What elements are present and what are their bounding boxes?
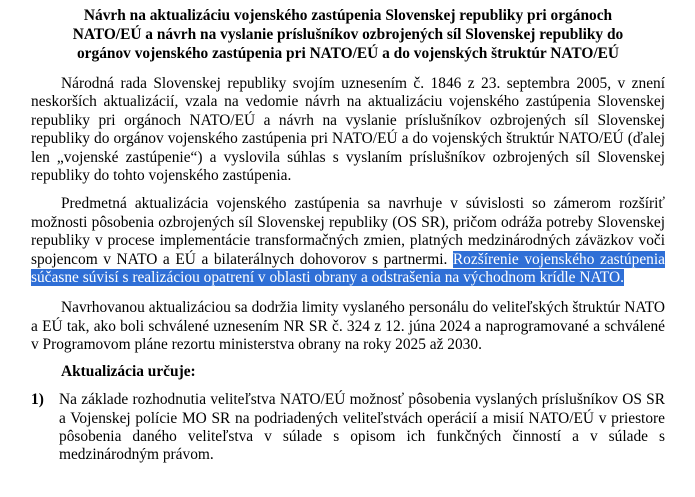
paragraph-update-purpose[interactable] [31, 195, 665, 287]
paragraph-resolution: Národná rada Slovenskej republiky svojím uznesením č. 1846 z 23. septembra 2005, v znení neskorších aktualizácií, vzala na vedomie návrh na aktualizáciu vojenského zastúpenia Slovenskej republiky pri orgánoch NATO/EÚ a návrh na vyslanie príslušníkov ozbrojených síl Slovenskej republiky do orgánov vojenského zastúpenia pri NATO/EÚ a do vojenských štruktúr NATO/EÚ (ďalej len „vojenské zastúpenie“) a vyslovila súhlas s vyslaním príslušníkov ozbrojených síl Slovenskej republiky do tohto vojenského zastúpenia. [31, 75, 665, 185]
document-title [31, 6, 665, 63]
paragraph-personnel-limits: Navrhovanou aktualizáciou sa dodržia limity vyslaného personálu do veliteľských štruktúr NATO a EÚ tak, ako boli schválené uznesením NR SR č. 324 z 12. júna 2024 a naprogramované a schválené v Programovom pláne rezortu ministerstva obrany na roky 2025 až 2030. [31, 299, 665, 354]
title-line-3: orgánov vojenského zastúpenia pri NATO/EÚ a do vojenských štruktúr NATO/EÚ [76, 45, 620, 62]
title-line-2: NATO/EÚ a návrh na vyslanie príslušníkov ozbrojených síl Slovenskej republiky do [72, 26, 624, 43]
paragraph-update-text: Predmetná aktualizácia vojenského zastúpenia sa navrhuje v súvislosti so zámerom rozšíriť možnosti pôsobenia ozbrojených síl Slovenskej republiky (OS SR), pričom odráža potreby Slovenskej republiky v procese implementácie transformačných zmien, platných medzinárodných záväzkov voči spojencom v NATO a EÚ a bilaterálnych dohovorov s partnermi. [31, 195, 665, 268]
list-item [31, 391, 665, 465]
section-subheading: Aktualizácia určuje: [61, 362, 196, 380]
list-item-text: Na základe rozhodnutia veliteľstva NATO/EÚ možnosť pôsobenia vyslaných príslušníkov OS SR a Vojenskej polície MO SR na podriadených veliteľstvách operácií a misií NATO/EÚ v priestore pôsobenia daného veliteľstva v súlade s opisom ich funkčných činností a v súlade s medzinárodným právom. [59, 391, 665, 464]
title-line-1: Návrh na aktualizáciu vojenského zastúpenia Slovenskej republiky pri orgánoch [83, 7, 613, 24]
list-item-number: 1) [31, 391, 44, 409]
selected-text-highlight[interactable]: Rozšírenie vojenského zastúpenia súčasne súvisí s realizáciou opatrení v oblasti obrany a odstrašenia na východnom krídle NATO. [31, 250, 665, 287]
